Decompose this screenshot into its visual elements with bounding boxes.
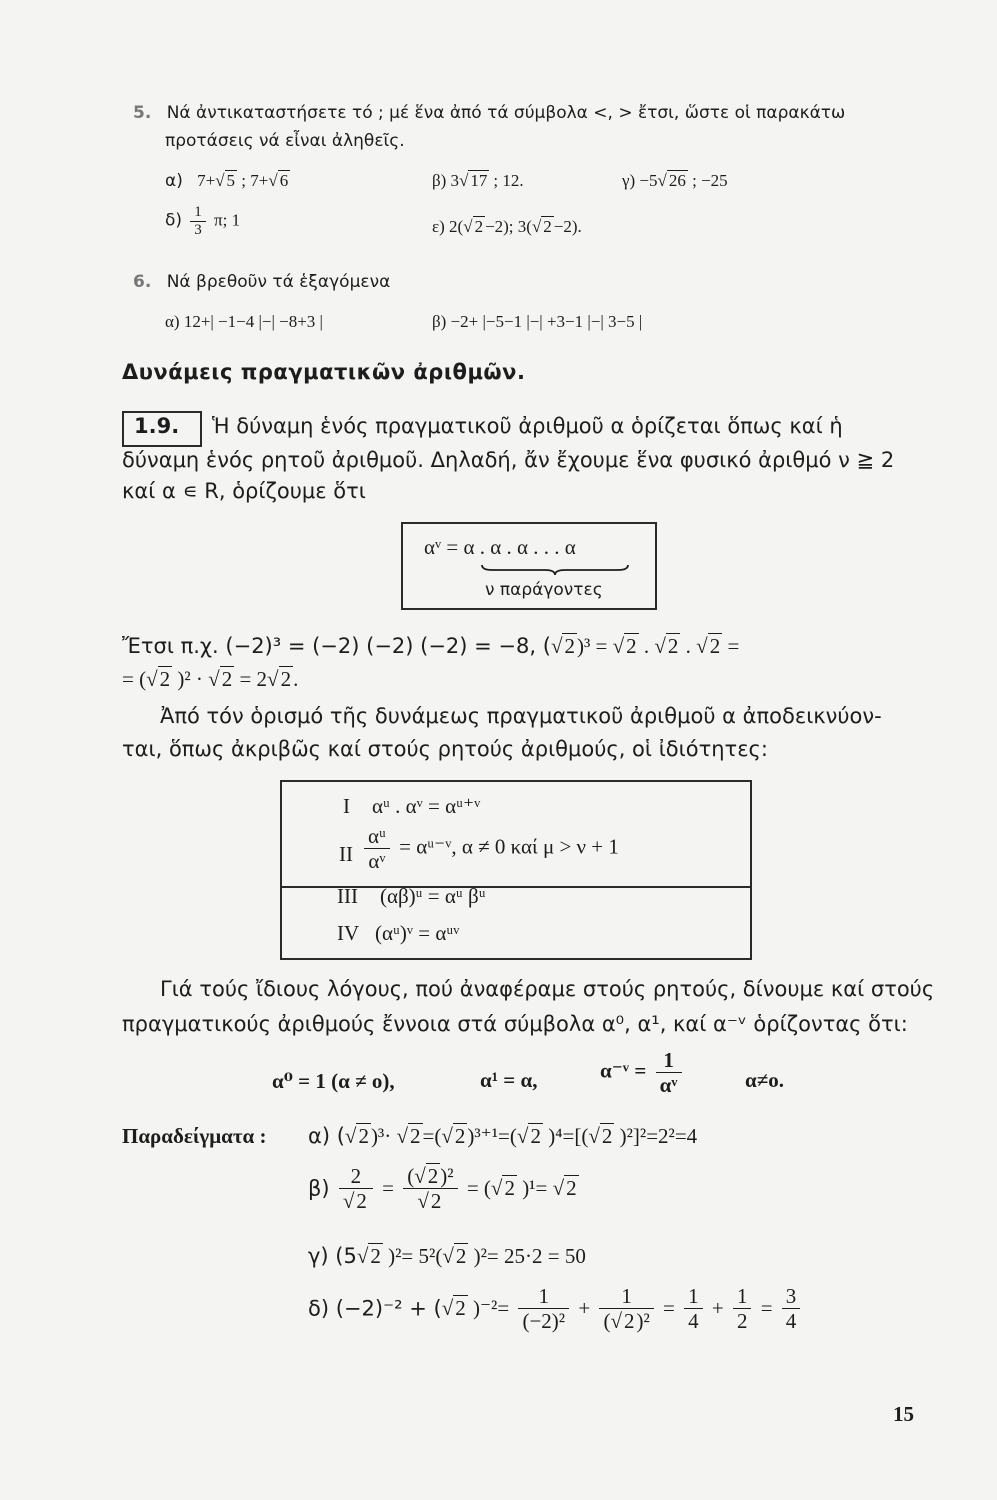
- zero-exponent-def: α⁰ = 1 (α ≠ ο),: [272, 1069, 395, 1093]
- exercise-5-line-1: [133, 103, 845, 123]
- fraction-denominator: 2: [736, 1309, 748, 1334]
- radicand: 2: [564, 634, 575, 658]
- expr-text: β) 3: [432, 171, 460, 190]
- expr-text: = 2: [234, 667, 268, 691]
- fraction-numerator: 1: [656, 1048, 682, 1073]
- paragraph-3-line-2: πραγματικούς ἀριθμούς ἔννοια στά σύμβολα α⁰, α¹, καί α⁻ᵛ ὁρίζοντας ὅτι:: [122, 1012, 908, 1036]
- exercise-5-part-b: β) 3√ 17 ; 12.: [432, 171, 524, 190]
- expr-text: )³·: [370, 1124, 397, 1148]
- expr-text: 7+: [197, 171, 216, 190]
- expr-text: =: [722, 634, 740, 658]
- expr-text: γ) (5: [308, 1244, 357, 1268]
- expr-text: −2); 3(: [485, 217, 532, 236]
- expr-text: .: [638, 634, 655, 658]
- paragraph-1-line-1: Ἡ δύναμη ἑνός πραγματικοῦ ἀριθμοῦ α ὁρίζεται ὅπως καί ἡ: [212, 414, 843, 438]
- expr-text: )³ =: [576, 634, 613, 658]
- part-label: α): [165, 171, 183, 191]
- fraction-numerator: 1: [599, 1284, 653, 1309]
- expr-text: .: [293, 667, 299, 691]
- example-d: δ) (−2)⁻² + (√2 )⁻²= $\frac{1}{\text{(−2)²}}$ + $\frac{1}{\text{(√2)²}}$ = $\frac{1}{4}$ + $\frac{1}{2}$ = $\frac{3}{4}$: [308, 1284, 804, 1333]
- fraction-numerator: 1: [190, 204, 206, 222]
- expr-text: =: [663, 1296, 675, 1321]
- fraction-numerator: 1: [733, 1284, 752, 1309]
- radicand: 2: [430, 1189, 442, 1214]
- exercise-5-part-d: [165, 204, 240, 240]
- expr-text: )²]²=2²=4: [614, 1124, 698, 1148]
- expr-text: )²: [440, 1164, 454, 1188]
- expr-text: α⁻ᵛ =: [600, 1058, 647, 1083]
- exercise-5-instruction: Νά ἀντικαταστήσετε τό ; μέ ἕνα ἀπό τά σύμβολα <, > ἔτσι, ὥστε οἱ παρακάτω: [166, 103, 846, 123]
- underbrace: [480, 563, 630, 577]
- radicand: 2: [427, 1164, 439, 1188]
- radicand: 2: [601, 1124, 613, 1148]
- exercise-5-part-e: ε) 2(√ 2 −2); 3(√ 2 −2).: [432, 217, 582, 236]
- property-I-formula: αᵘ . αᵛ = αᵘ⁺ᵛ: [372, 794, 481, 818]
- radicand: 2: [543, 217, 552, 236]
- fraction-denominator: 4: [785, 1309, 797, 1334]
- expr-text: ε) 2(: [432, 217, 464, 236]
- paragraph-1-line-3: καί α ∊ R, ὁρίζουμε ὅτι: [122, 479, 366, 503]
- paragraph-1-line-2: δύναμη ἑνός ρητοῦ ἀριθμοῦ. Δηλαδή, ἄν ἔχουμε ἕνα φυσικό ἀριθμό ν ≧ 2: [122, 448, 895, 472]
- fraction-denominator: 4: [688, 1309, 699, 1334]
- radicand: 2: [566, 1176, 577, 1201]
- paragraph-2-line-1: Ἀπό τόν ὁρισμό τῆς δυνάμεως πραγματικοῦ ἀριθμοῦ α ἀποδεικνύον-: [160, 704, 882, 728]
- radicand: 2: [709, 634, 721, 658]
- expr-text: )² ·: [172, 667, 209, 691]
- radicand: 2: [280, 667, 292, 691]
- expr-text: )⁻²=: [467, 1296, 510, 1321]
- expr-text: =: [760, 1296, 773, 1321]
- expr-text: )²= 5²(: [382, 1244, 443, 1268]
- brace-label: ν παράγοντες: [485, 580, 603, 600]
- definition-formula: αᵛ = α . α . α . . . α: [424, 535, 576, 559]
- property-II-label: II: [339, 842, 353, 866]
- expr-text: −2).: [553, 217, 582, 236]
- expr-text: ; 12.: [493, 171, 524, 190]
- expr-text: (: [407, 1164, 415, 1188]
- paragraph-3-line-1: Γιά τούς ἴδιους λόγους, πού ἀναφέραμε στούς ρητούς, δίνουμε καί στούς: [160, 977, 935, 1001]
- radicand: 5: [226, 171, 236, 190]
- radicand: 2: [410, 1124, 421, 1148]
- expr-text: δ) (−2)⁻² + (: [308, 1296, 442, 1321]
- fraction-numerator: αᵘ: [364, 824, 390, 849]
- property-II-formula: [360, 824, 619, 873]
- expr-text: .: [680, 634, 697, 658]
- radicand: 2: [530, 1124, 541, 1148]
- fraction-numerator: 1: [518, 1284, 569, 1309]
- example-line-2: = (√2 )² · √2 = 2√2.: [122, 667, 299, 691]
- expr-text: Ἔτσι π.χ. (−2)³ = (−2) (−2) (−2) = −8, (: [122, 634, 551, 658]
- expr-text: = (: [466, 1176, 491, 1201]
- expr-text: γ) −5: [622, 171, 658, 190]
- property-IV-formula: (αᵘ)ᵛ = αᵘᵛ: [375, 921, 460, 945]
- expr-text: )⁴=[(: [542, 1124, 589, 1148]
- radicand: 2: [626, 634, 637, 658]
- radicand: 2: [454, 1124, 466, 1148]
- paragraph-2-line-2: ται, ὅπως ἀκριβῶς καί στούς ρητούς ἀριθμούς, οἱ ἰδιότητες:: [122, 737, 768, 761]
- radicand: 2: [455, 1296, 466, 1321]
- expr-text: +: [578, 1296, 591, 1321]
- radicand: 2: [358, 1124, 369, 1148]
- examples-label: Παραδείγματα :: [122, 1124, 267, 1148]
- expr-text: =: [382, 1176, 394, 1201]
- exercise-5-number: 5.: [133, 103, 152, 123]
- fraction-numerator: 1: [684, 1284, 703, 1309]
- expr-text: =(: [422, 1124, 442, 1148]
- radicand: 26: [668, 171, 686, 190]
- radicand: 2: [370, 1244, 381, 1268]
- expr-text: )²: [636, 1309, 650, 1334]
- example-c: γ) (5√2 )²= 5²(√2 )²= 25·2 = 50: [308, 1244, 586, 1268]
- exercise-6-number: 6.: [133, 272, 152, 292]
- expr-text: = (: [122, 667, 147, 691]
- fraction-denominator: 3: [194, 222, 202, 239]
- property-I-label: I: [343, 794, 350, 818]
- expr-text: π; 1: [214, 210, 241, 230]
- expr-text: ; −25: [687, 171, 728, 190]
- radicand: 17: [470, 171, 488, 190]
- fraction-denominator: (−2)²: [522, 1309, 566, 1334]
- exercise-6-instruction: Νά βρεθοῦν τά ἑξαγόμενα: [166, 272, 391, 292]
- radicand: 2: [504, 1176, 515, 1201]
- radicand: 2: [474, 217, 484, 236]
- radicand: 2: [455, 1244, 467, 1268]
- example-line-1: Ἔτσι π.χ. (−2)³ = (−2) (−2) (−2) = −8, (√2)³ = √2 . √2 . √2 =: [122, 634, 740, 658]
- exercise-5-part-c: γ) −5√ 26 ; −25: [622, 171, 728, 190]
- fraction-denominator: αᵛ: [659, 1073, 678, 1098]
- exercise-6-part-a: α) 12+| −1−4 |−| −8+3 |: [165, 312, 323, 331]
- radicand: 2: [356, 1189, 367, 1214]
- property-III-label: III: [337, 884, 358, 908]
- expr-text: (: [603, 1309, 611, 1334]
- expr-text: ; 7+: [237, 171, 269, 190]
- example-a: α) (√2)³· √2=(√2)³⁺¹=(√2 )⁴=[(√2 )²]²=2²=4: [308, 1124, 698, 1148]
- radicand: 2: [667, 634, 679, 658]
- negative-exponent-condition: α≠ο.: [745, 1068, 784, 1092]
- property-III-formula: (αβ)ᵘ = αᵘ βᵘ: [380, 884, 486, 908]
- fraction-numerator: 3: [782, 1284, 801, 1309]
- section-heading: Δυνάμεις πραγματικῶν ἀριθμῶν.: [122, 360, 526, 384]
- example-b: β) $\frac{2}{√2}$ = $\frac{\text{(√2)²}}{√2}$ = (√2 )¹= √2: [308, 1164, 577, 1214]
- radicand: 6: [279, 171, 289, 190]
- expr-text: +: [711, 1296, 724, 1321]
- radicand: 2: [159, 667, 171, 691]
- expr-text: )¹=: [516, 1176, 553, 1201]
- section-number: 1.9.: [134, 414, 180, 438]
- radicand: 2: [623, 1309, 635, 1334]
- exercise-5-part-a: α) 7+√ 5 ; 7+√ 6: [165, 171, 289, 191]
- first-exponent-def: α¹ = α,: [480, 1068, 538, 1092]
- radicand: 2: [221, 667, 233, 691]
- fraction-denominator: αᵛ: [368, 849, 386, 874]
- part-label: δ): [165, 210, 183, 231]
- fraction-numerator: 2: [339, 1164, 373, 1189]
- negative-exponent-def: [600, 1048, 686, 1097]
- exercise-6-line-1: [133, 272, 390, 292]
- expr-text: = αᵘ⁻ᵛ, α ≠ 0 καί μ > ν + 1: [399, 834, 619, 859]
- part-label: β): [308, 1176, 330, 1201]
- expr-text: )³⁺¹=(: [467, 1124, 517, 1148]
- property-IV-label: IV: [337, 921, 360, 945]
- expr-text: α) (: [308, 1124, 345, 1148]
- expr-text: )²= 25·2 = 50: [468, 1244, 586, 1268]
- exercise-6-part-b: β) −2+ |−5−1 |−| +3−1 |−| 3−5 |: [432, 312, 643, 331]
- page-number: 15: [893, 1402, 914, 1426]
- exercise-5-line-2: προτάσεις νά εἶναι ἀληθεῖς.: [165, 131, 405, 151]
